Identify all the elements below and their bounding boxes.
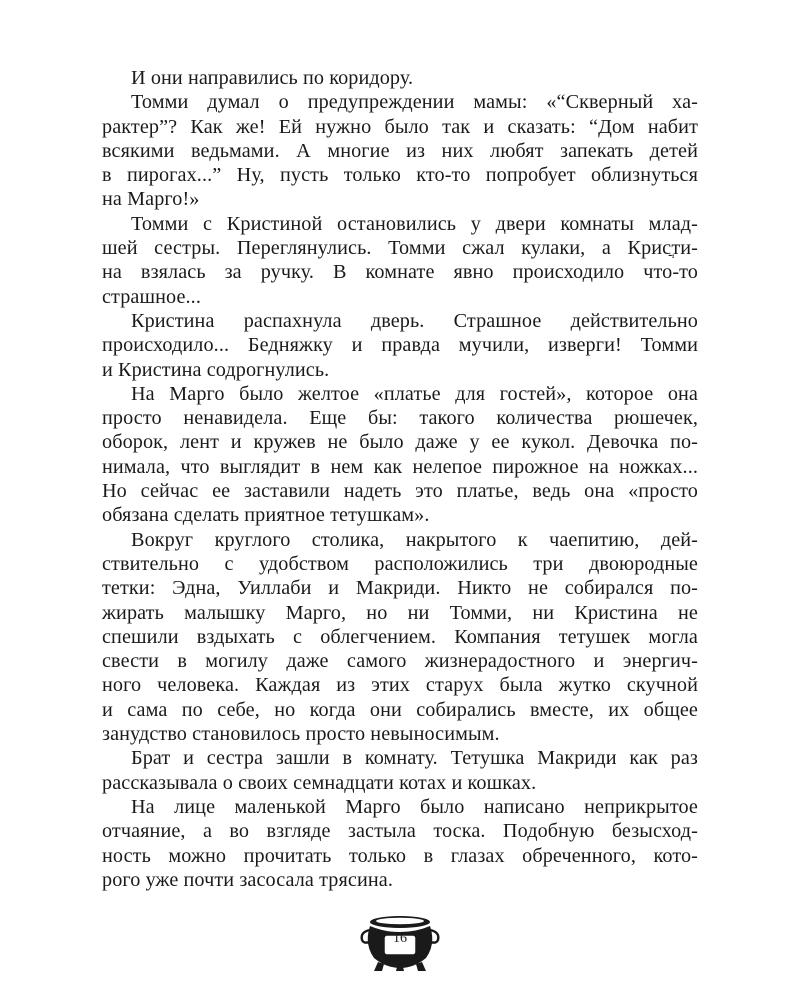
text-line: Кристина распахнула дверь. Страшное действительно [131,309,698,332]
text-line: И они направились по коридору. [131,67,414,89]
text-line: обязана сделать приятное тетушкам». [102,504,430,527]
text-line: отчаяние, а во взгляде застыла тоска. Подобную безысход- [102,820,698,843]
text-line: и Кристина содрогнулись. [102,358,330,381]
text-line: происходило... Бедняжку и правда мучили, изверги! Томми [102,334,698,357]
text-line: в пирогах...” Ну, пусть только кто-то попробует облизнуться [102,164,698,187]
text-line: шей сестры. Переглянулись. Томми сжал кулаки, а Крисֲти- [102,237,698,260]
page-number: 16 [393,931,407,946]
text-line: На Марго было желтое «платье для гостей», которое она [131,382,698,405]
text-line: просто ненавидела. Еще бы: такого количества рюшечек, [102,407,698,430]
text-line: на взялась за ручку. В комнате явно происходило что-то [102,261,698,284]
text-line: нимала, что выглядит в нем как нелепое пирожное на ножках... [102,455,698,478]
text-line: На лице маленькой Марго было написано неприкрытое [131,795,698,818]
text-line: ного человека. Каждая из этих старух была жутко скучной [102,674,698,697]
text-line: свести в могилу даже самого жизнерадостного и энергич- [102,650,698,673]
text-line: на Марго!» [102,188,200,211]
text-line: спешили вздыхать с облегчением. Компания тетушек могла [102,625,698,648]
text-line: тетки: Эдна, Уиллаби и Макриди. Никто не собирался по- [102,577,698,600]
text-line: жирать малышку Марго, но ни Томми, ни Кристина не [102,601,698,624]
text-line: Но сейчас ее заставили надеть это платье, ведь она «просто [102,480,698,503]
text-line: Брат и сестра зашли в комнату. Тетушка Макриди как раз [131,747,698,770]
text-line: ствительно с удобством расположились три двоюродные [102,552,698,575]
text-line: занудство становилось просто невыносимым. [102,723,500,746]
page-footer [358,910,442,972]
text-line: Томми думал о предупреждении мамы: «“Скверный ха- [131,91,698,114]
text-line: оборок, лент и кружев не было даже у ее кукол. Девочка по- [102,431,698,454]
text-line: ность можно прочитать только в глазах обреченного, кото- [102,844,698,867]
text-line: и сама по себе, но когда они собирались вместе, их общее [102,698,698,721]
text-line: рактер”? Как же! Ей нужно было так и сказать: “Дом набит [102,115,698,138]
text-line: страшное... [102,285,201,308]
text-line: всякими ведьмами. А многие из них любят запекать детей [102,139,698,162]
text-line: рассказывала о своих семнадцати котах и кошках. [102,771,537,794]
text-line: Томми с Кристиной остановились у двери комнаты млад- [131,212,698,235]
page-body [102,66,698,892]
text-line: Вокруг круглого столика, накрытого к чаепитию, дей- [131,528,698,551]
text-line: рого уже почти засосала трясина. [102,868,393,891]
